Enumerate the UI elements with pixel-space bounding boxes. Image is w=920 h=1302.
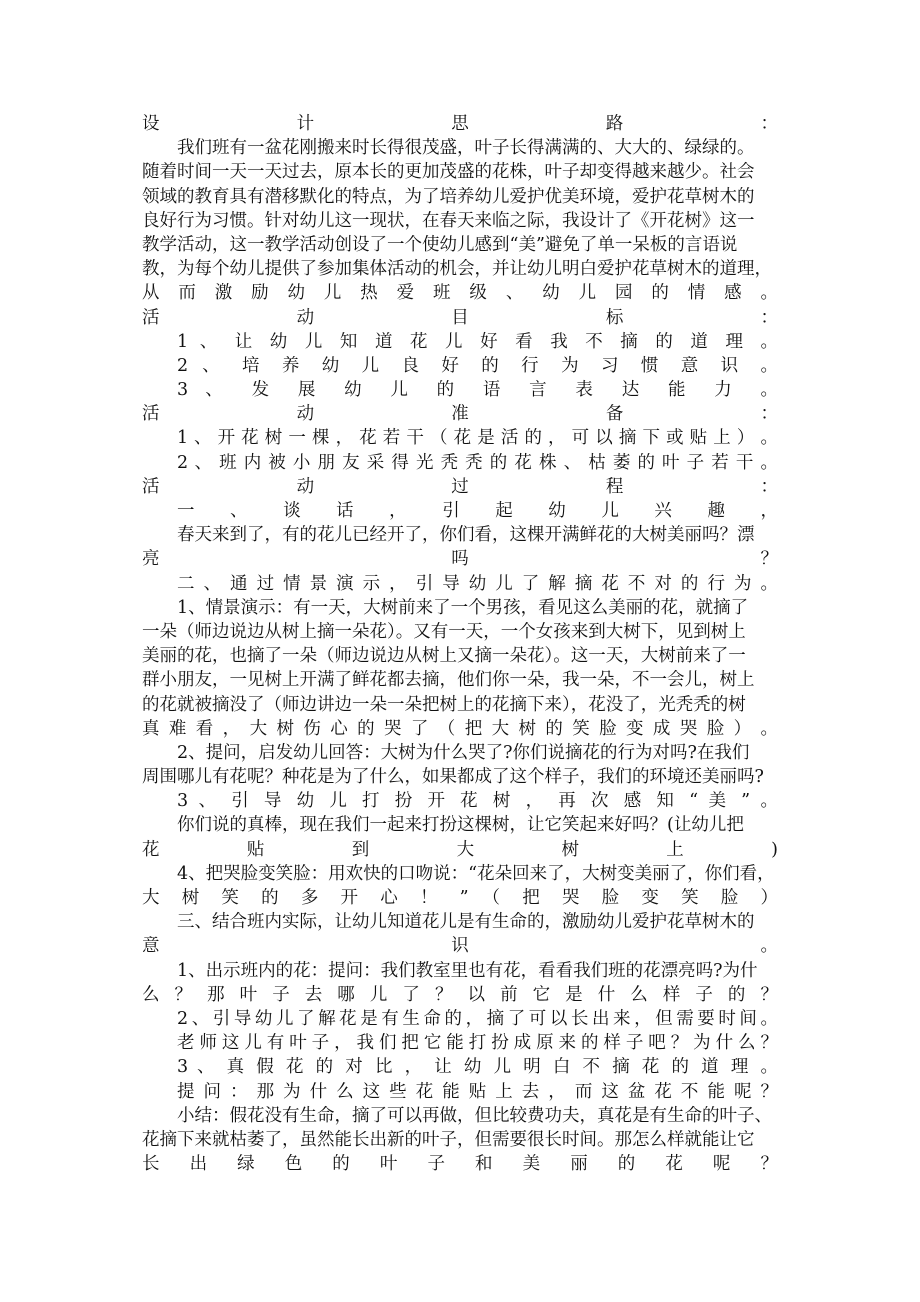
text-line: 老师这儿有叶子，我们把它能打扮成原来的样子吧？为什么？ bbox=[177, 1033, 778, 1054]
text-line: 3 、 发 展 幼 儿 的 语 言 表 达 能 力 。 bbox=[177, 380, 778, 401]
text-line: 活 动 过 程 ： bbox=[142, 476, 778, 497]
text-line: 3 、 引 导 幼 儿 打 扮 开 花 树 ， 再 次 感 知 “ 美 ” 。 bbox=[177, 791, 778, 812]
text-line: 3 、 真 假 花 的 对 比 ， 让 幼 儿 明 白 不 摘 花 的 道 理 。 bbox=[177, 1057, 778, 1078]
text-line: 教，为每个幼儿提供了参加集体活动的机会，并让幼儿明白爱护花草树木的道理， bbox=[142, 259, 772, 280]
text-line: 2 、 班 内 被 小 朋 友 采 得 光 秃 秃 的 花 株 、 枯 萎 的 叶 子 若 干 。 bbox=[177, 452, 778, 473]
text-line: 1 、 开 花 树 一 棵 ， 花 若 干 （ 花 是 活 的 ， 可 以 摘 下 或 贴 上 ） 。 bbox=[177, 428, 778, 449]
text-line: 真 难 看 ， 大 树 伤 心 的 哭 了 （ 把 大 树 的 笑 脸 变 成 哭 脸 ） 。 bbox=[142, 718, 778, 739]
text-line: 亮 吗 ？ bbox=[142, 549, 778, 570]
text-line: 么 ？ 那 叶 子 去 哪 儿 了 ？ 以 前 它 是 什 么 样 子 的 ？ bbox=[142, 984, 778, 1005]
text-line: 教学活动，这一教学活动创设了一个使幼儿感到“美”避免了单一呆板的言语说 bbox=[142, 234, 738, 255]
text-line: 的花就被摘没了（师边讲边一朵一朵把树上的花摘下来），花没了，光秃秃的树 bbox=[142, 694, 746, 715]
text-line: 从 而 激 励 幼 儿 热 爱 班 级 、 幼 儿 园 的 情 感 。 bbox=[142, 283, 778, 304]
text-line: 意 识 。 bbox=[142, 936, 778, 957]
text-line: 随着时间一天一天过去，原本长的更加茂盛的花株，叶子却变得越来越少。社会 bbox=[142, 162, 755, 183]
text-line: 三、结合班内实际，让幼儿知道花儿是有生命的，激励幼儿爱护花草树木的 bbox=[177, 912, 755, 933]
text-line: 小结：假花没有生命，摘了可以再做，但比较费功夫，真花是有生命的叶子、 bbox=[177, 1105, 772, 1126]
text-line: 活 动 准 备 ： bbox=[142, 404, 778, 425]
text-line: 1、出示班内的花：提问：我们教室里也有花，看看我们班的花漂亮吗?为什 bbox=[177, 960, 758, 981]
text-line: 周围哪儿有花呢？种花是为了什么，如果都成了这个样子，我们的环境还美丽吗? bbox=[142, 767, 764, 788]
text-line: 1 、 让 幼 儿 知 道 花 儿 好 看 我 不 摘 的 道 理 。 bbox=[177, 331, 778, 352]
text-line: 春天来到了，有的花儿已经开了，你们看，这棵开满鲜花的大树美丽吗？漂 bbox=[177, 525, 755, 546]
text-line: 提 问 ： 那 为 什 么 这 些 花 能 贴 上 去 ， 而 这 盆 花 不 能 呢 ？ bbox=[177, 1081, 778, 1102]
text-line: 一朵（师边说边从树上摘一朵花）。又有一天，一个女孩来到大树下，见到树上 bbox=[142, 621, 746, 642]
text-line: 2 、 培 养 幼 儿 良 好 的 行 为 习 惯 意 识 。 bbox=[177, 355, 778, 376]
text-line: 良好行为习惯。针对幼儿这一现状，在春天来临之际，我设计了《开花树》这一 bbox=[142, 210, 755, 231]
text-line: 2、引导幼儿了解花是有生命的，摘了可以长出来，但需要时间。 bbox=[177, 1008, 778, 1029]
text-line: 1、情景演示：有一天，大树前来了一个男孩，看见这么美丽的花，就摘了 bbox=[177, 597, 749, 618]
text-line: 我们班有一盆花刚搬来时长得很茂盛，叶子长得满满的、大大的、绿绿的。 bbox=[177, 138, 755, 159]
text-line: 花摘下来就枯萎了，虽然能长出新的叶子，但需要很长时间。那怎么样就能让它 bbox=[142, 1129, 755, 1150]
text-line: 二 、 通 过 情 景 演 示 ， 引 导 幼 儿 了 解 摘 花 不 对 的 行 为 。 bbox=[177, 573, 778, 594]
text-line: 2、提问，启发幼儿回答：大树为什么哭了?你们说摘花的行为对吗?在我们 bbox=[177, 742, 750, 763]
text-line: 活 动 目 标 ： bbox=[142, 307, 778, 328]
text-line: 长 出 绿 色 的 叶 子 和 美 丽 的 花 呢 ？ bbox=[142, 1154, 778, 1175]
text-line: 设 计 思 路 ： bbox=[142, 114, 778, 134]
text-line: 领域的教育具有潜移默化的特点，为了培养幼儿爱护优美环境，爱护花草树木的 bbox=[142, 186, 755, 207]
text-line: 花 贴 到 大 树 上 ) bbox=[142, 839, 778, 860]
document-body bbox=[142, 112, 778, 1176]
text-line: 4、把哭脸变笑脸：用欢快的口吻说：“花朵回来了，大树变美丽了，你们看， bbox=[177, 863, 775, 884]
text-line: 美丽的花，也摘了一朵（师边说边从树上又摘一朵花）。这一天，大树前来了一 bbox=[142, 646, 746, 667]
text-line: 一 、 谈 话 ， 引 起 幼 儿 兴 趣 ， bbox=[177, 501, 778, 521]
text-line: 大 树 笑 的 多 开 心 ！ ” （ 把 哭 脸 变 笑 脸 ） bbox=[142, 888, 778, 908]
text-line: 你们说的真棒，现在我们一起来打扮这棵树，让它笑起来好吗？(让幼儿把 bbox=[177, 815, 744, 836]
text-line: 群小朋友，一见树上开满了鲜花都去摘，他们你一朵，我一朵，不一会儿，树上 bbox=[142, 670, 755, 691]
